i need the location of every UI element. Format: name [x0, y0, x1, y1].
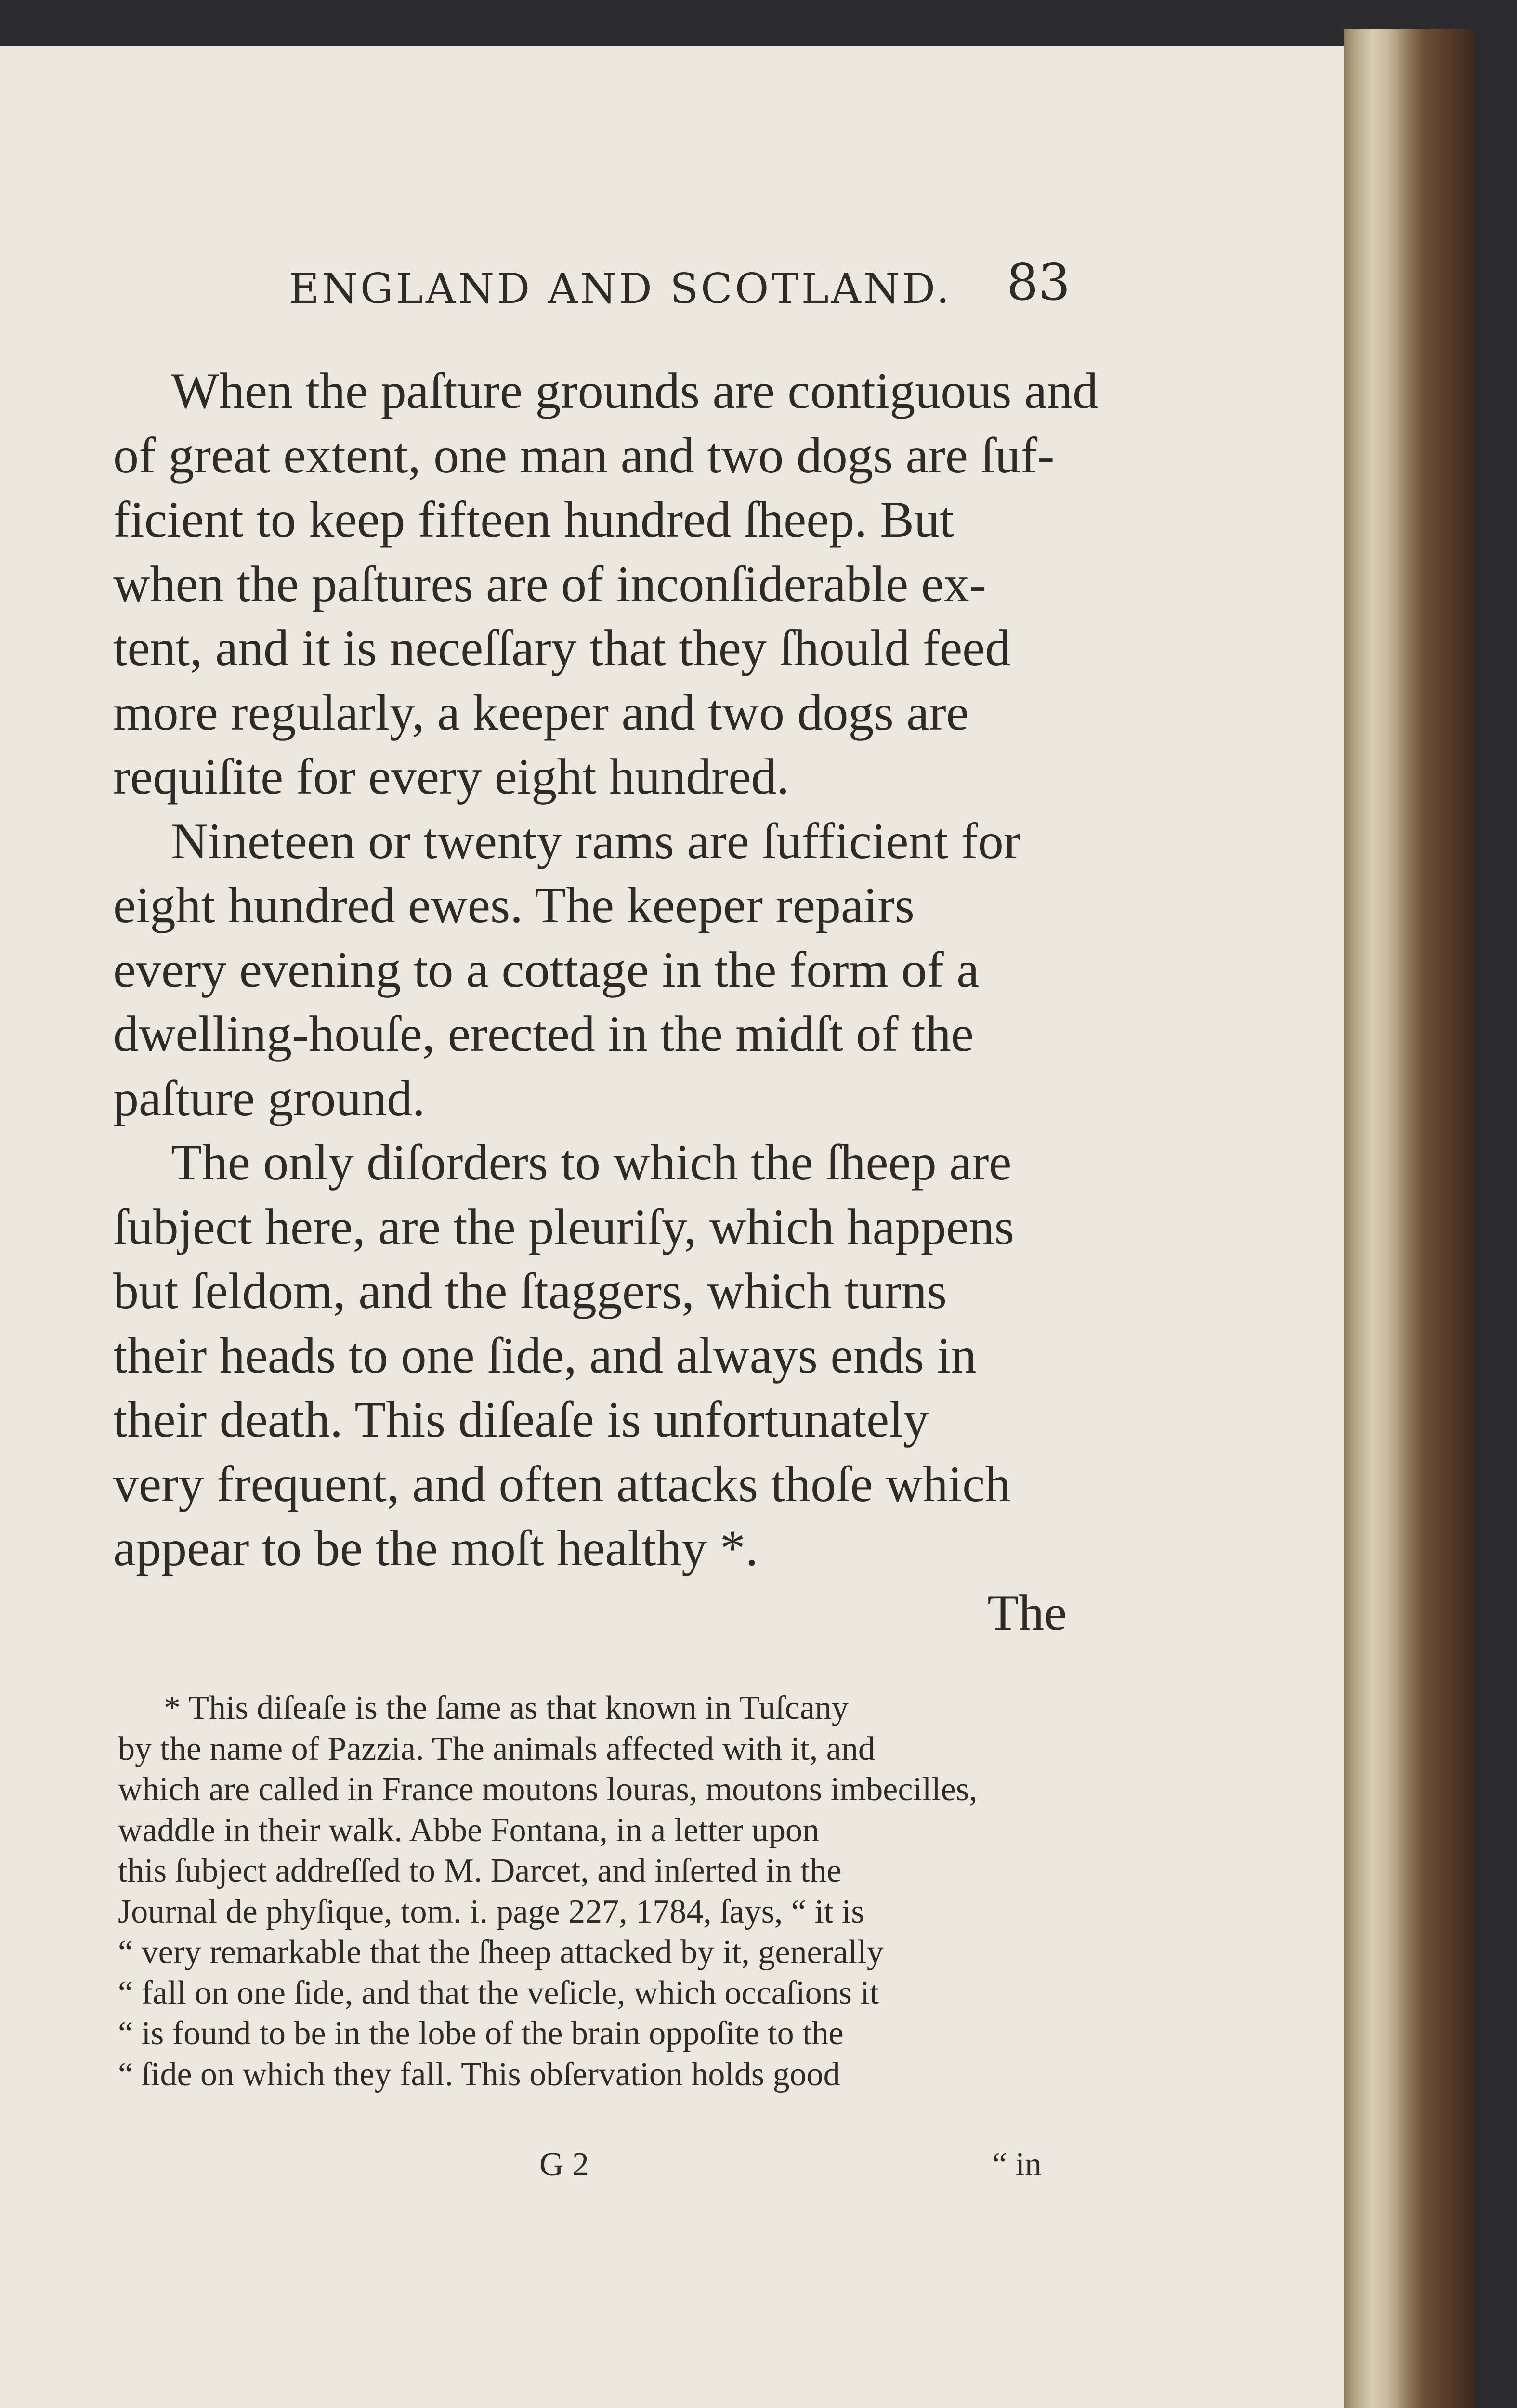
running-head: ENGLAND AND SCOTLAND.: [289, 265, 952, 313]
body-line: their death. This diſeaſe is unfortunately: [113, 1391, 929, 1448]
body-text: [113, 359, 1098, 1645]
signature-mark: G 2: [539, 2146, 589, 2183]
footnote-line: by the name of Pazzia. The animals affected with it, and: [118, 1730, 875, 1767]
body-line: ficient to keep fifteen hundred ſheep. But: [113, 491, 954, 548]
body-line: every evening to a cottage in the form of a: [113, 941, 980, 998]
body-line: When the paſture grounds are contiguous and: [171, 363, 1099, 419]
footnote-line: “ very remarkable that the ſheep attacked by it, generally: [118, 1934, 884, 1971]
footnote-line: “ is found to be in the lobe of the brain oppoſite to the: [118, 2015, 844, 2052]
body-line: their heads to one ſide, and always ends in: [113, 1327, 977, 1384]
footnote-line: Journal de phyſique, tom. i. page 227, 1784, ſays, “ it is: [118, 1893, 864, 1930]
body-line: ſubject here, are the pleuriſy, which happens: [113, 1198, 1014, 1255]
body-line: paſture ground.: [113, 1070, 425, 1126]
body-line: Nineteen or twenty rams are ſufficient for: [171, 812, 1021, 869]
body-line: dwelling-houſe, erected in the midſt of the: [113, 1006, 974, 1062]
footnote: [118, 1688, 1062, 2095]
body-line: very frequent, and often attacks thoſe which: [113, 1455, 1011, 1512]
page-number: 83: [1007, 253, 1071, 312]
body-line: appear to be the moſt healthy *.: [113, 1520, 758, 1576]
catchword-the: The: [987, 1584, 1067, 1641]
body-line: requiſite for every eight hundred.: [113, 748, 789, 805]
body-line: when the paſtures are of inconſiderable ex-: [113, 555, 986, 612]
book-binding-edge: [1344, 29, 1474, 2408]
body-line: but ſeldom, and the ſtaggers, which turns: [113, 1263, 947, 1319]
footnote-line: * This diſeaſe is the ſame as that known in Tuſcany: [164, 1689, 849, 1727]
footnote-line: “ ſide on which they fall. This obſervation holds good: [118, 2055, 840, 2093]
footnote-line: waddle in their walk. Abbe Fontana, in a letter upon: [118, 1811, 820, 1849]
body-line: of great extent, one man and two dogs are ſuf-: [113, 427, 1055, 484]
body-line: The only diſorders to which the ſheep are: [171, 1134, 1012, 1191]
body-line: more regularly, a keeper and two dogs are: [113, 684, 969, 741]
body-line: eight hundred ewes. The keeper repairs: [113, 877, 915, 933]
footnote-catchword: “ in: [992, 2146, 1042, 2183]
footnote-line: this ſubject addreſſed to M. Darcet, and inſerted in the: [118, 1852, 842, 1889]
footnote-line: “ fall on one ſide, and that the veſicle, which occaſions it: [118, 1974, 879, 2012]
body-line: tent, and it is neceſſary that they ſhould feed: [113, 620, 1011, 676]
footnote-line: which are called in France moutons louras, moutons imbecilles,: [118, 1771, 978, 1808]
